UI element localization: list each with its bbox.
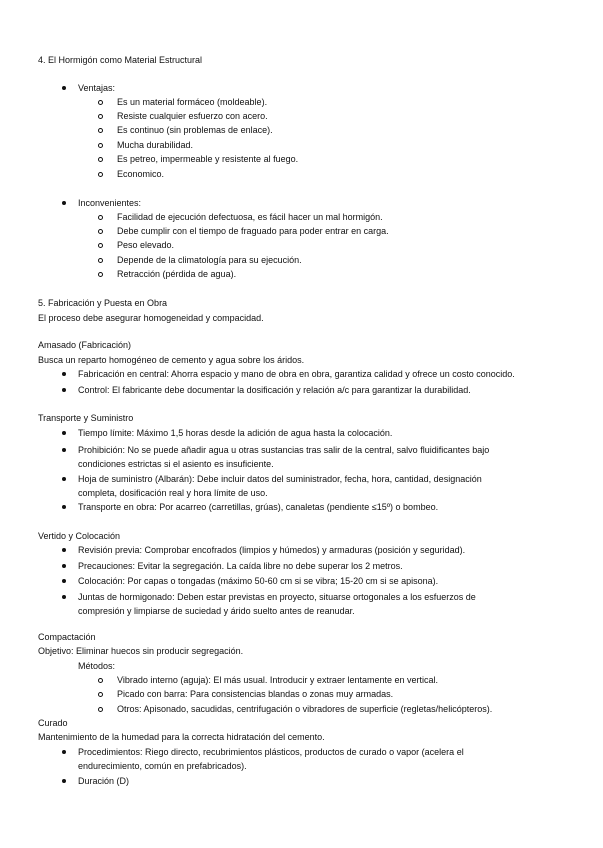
bullet [62, 448, 66, 452]
curado-title: Curado [38, 718, 68, 728]
curado-item-cont: endurecimiento, común en prefabricados). [78, 761, 247, 771]
bullet [62, 201, 66, 205]
vertido-item: Colocación: Por capas o tongadas (máximo 50-60 cm si se vibra; 15-20 cm si se apisona). [78, 576, 439, 586]
ventaja-item: Es continuo (sin problemas de enlace). [117, 125, 273, 135]
sub-bullet [98, 243, 103, 248]
bullet [62, 372, 66, 376]
transporte-item: Hoja de suministro (Albarán): Debe incluir datos del suministrador, fecha, hora, cantidad, designación [78, 474, 482, 484]
inconveniente-item: Debe cumplir con el tiempo de fraguado para poder entrar en carga. [117, 226, 389, 236]
ventaja-item: Es petreo, impermeable y resistente al fuego. [117, 154, 299, 164]
sub-bullet [98, 707, 103, 712]
sub-bullet [98, 678, 103, 683]
section-5-title: 5. Fabricación y Puesta en Obra [38, 298, 168, 308]
sub-bullet [98, 215, 103, 220]
sub-bullet [98, 172, 103, 177]
bullet [62, 579, 66, 583]
compactacion-objetivo: Objetivo: Eliminar huecos sin producir segregación. [38, 646, 244, 656]
vertido-title: Vertido y Colocación [38, 531, 121, 541]
bullet [62, 750, 66, 754]
amasado-item: Control: El fabricante debe documentar la dosificación y relación a/c para garantizar la durabilidad. [78, 385, 471, 395]
bullet [62, 86, 66, 90]
sub-bullet [98, 157, 103, 162]
sub-bullet [98, 692, 103, 697]
amasado-intro: Busca un reparto homogéneo de cemento y agua sobre los áridos. [38, 355, 305, 365]
ventaja-item: Resiste cualquier esfuerzo con acero. [117, 111, 268, 121]
ventaja-item: Mucha durabilidad. [117, 140, 194, 150]
inconveniente-item: Retracción (pérdida de agua). [117, 269, 237, 279]
sub-bullet [98, 128, 103, 133]
bullet [62, 779, 66, 783]
transporte-item: Transporte en obra: Por acarreo (carretillas, grúas), canaletas (pendiente ≤15º) o bombeo. [78, 502, 439, 512]
bullet [62, 505, 66, 509]
metodo-item: Picado con barra: Para consistencias blandas o zonas muy armadas. [117, 689, 394, 699]
amasado-title: Amasado (Fabricación) [38, 340, 132, 350]
bullet [62, 548, 66, 552]
curado-item: Procedimientos: Riego directo, recubrimientos plásticos, productos de curado o vapor (acelera el [78, 747, 464, 757]
compactacion-title: Compactación [38, 632, 96, 642]
bullet [62, 595, 66, 599]
sub-bullet [98, 258, 103, 263]
bullet [62, 477, 66, 481]
inconvenientes-label: Inconvenientes: [78, 198, 142, 208]
inconveniente-item: Facilidad de ejecución defectuosa, es fácil hacer un mal hormigón. [117, 212, 383, 222]
vertido-item-cont: compresión y limpiarse de suciedad y árido suelto antes de reanudar. [78, 606, 355, 616]
transporte-item: Prohibición: No se puede añadir agua u otras sustancias tras salir de la central, salvo fluidificantes bajo [78, 445, 490, 455]
transporte-item-cont: condiciones estrictas si el asiento es insuficiente. [78, 459, 274, 469]
metodo-item: Vibrado interno (aguja): El más usual. Introducir y extraer lentamente en vertical. [117, 675, 438, 685]
transporte-item: Tiempo límite: Máximo 1,5 horas desde la adición de agua hasta la colocación. [78, 428, 393, 438]
vertido-item: Precauciones: Evitar la segregación. La caída libre no debe superar los 2 metros. [78, 561, 403, 571]
metodos-label: Métodos: [78, 661, 116, 671]
bullet [62, 431, 66, 435]
transporte-item-cont: completa, dosificación real y hora límite de uso. [78, 488, 268, 498]
bullet [62, 564, 66, 568]
sub-bullet [98, 229, 103, 234]
sub-bullet [98, 114, 103, 119]
curado-item: Duración (D) [78, 776, 130, 786]
section-4-title: 4. El Hormigón como Material Estructural [38, 55, 203, 65]
sub-bullet [98, 272, 103, 277]
bullet [62, 388, 66, 392]
sub-bullet [98, 100, 103, 105]
sub-bullet [98, 143, 103, 148]
inconveniente-item: Depende de la climatología para su ejecución. [117, 255, 302, 265]
vertido-item: Juntas de hormigonado: Deben estar previstas en proyecto, situarse ortogonales a los esfuerzos de [78, 592, 476, 602]
ventajas-label: Ventajas: [78, 83, 116, 93]
section-5-intro: El proceso debe asegurar homogeneidad y compacidad. [38, 313, 264, 323]
inconveniente-item: Peso elevado. [117, 240, 175, 250]
ventaja-item: Es un material formáceo (moldeable). [117, 97, 268, 107]
metodo-item: Otros: Apisonado, sacudidas, centrifugación o vibradores de superficie (regletas/helicópteros). [117, 704, 493, 714]
vertido-item: Revisión previa: Comprobar encofrados (limpios y húmedos) y armaduras (posición y seguridad). [78, 545, 466, 555]
transporte-title: Transporte y Suministro [38, 413, 134, 423]
amasado-item: Fabricación en central: Ahorra espacio y mano de obra en obra, garantiza calidad y ofrece un costo conocido. [78, 369, 515, 379]
curado-intro: Mantenimiento de la humedad para la correcta hidratación del cemento. [38, 732, 325, 742]
ventaja-item: Economico. [117, 169, 165, 179]
